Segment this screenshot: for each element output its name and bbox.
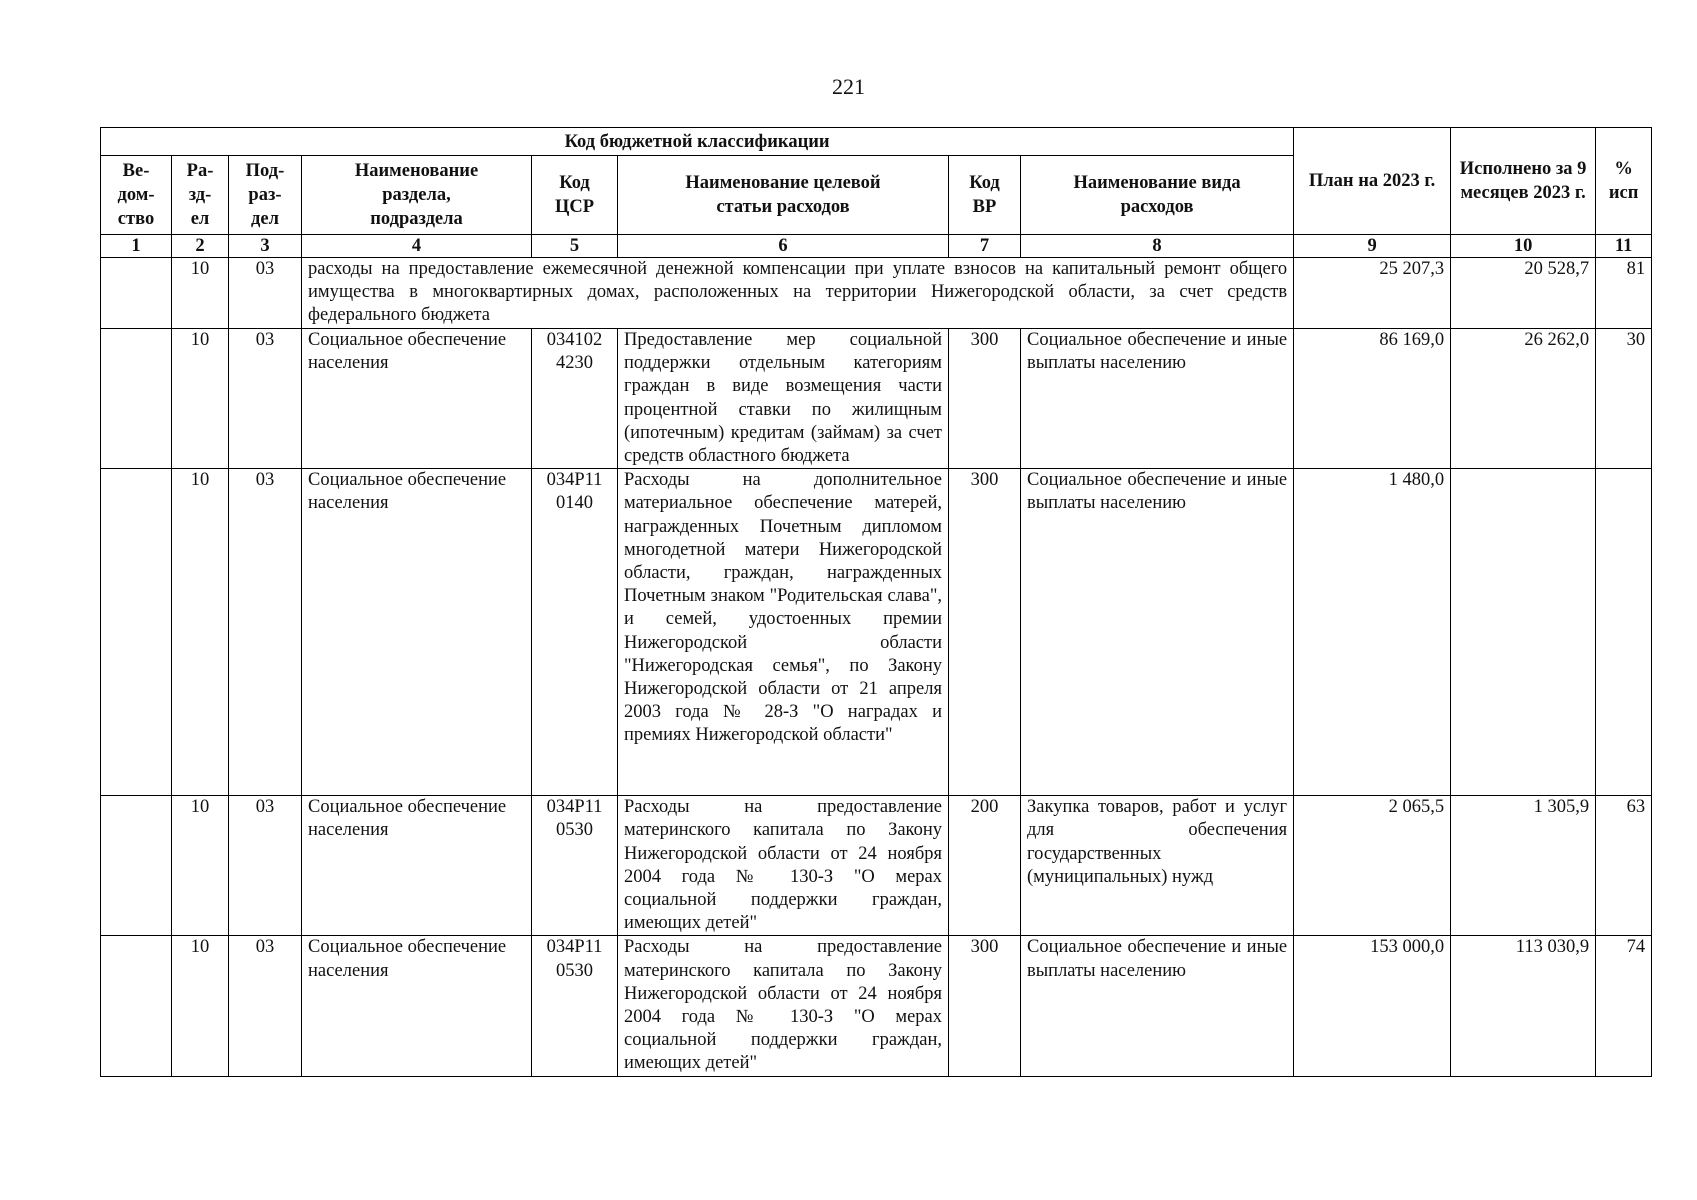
cell-razdel: 10 (172, 329, 229, 469)
cell-plan: 153 000,0 (1294, 936, 1451, 1076)
cell-razdel: 10 (172, 796, 229, 936)
cell-csr: 034Р11 0140 (532, 469, 618, 796)
table-row (101, 258, 1652, 329)
cell-podrazdel: 03 (229, 469, 302, 796)
column-number: 2 (172, 235, 229, 258)
cell-vedomstvo (101, 469, 172, 796)
header-vr: Код ВР (949, 156, 1021, 235)
column-number: 11 (1596, 235, 1652, 258)
cell-section-name: Социальное обеспечение населения (302, 936, 532, 1076)
header-podrazdel: Под- раз- дел (229, 156, 302, 235)
cell-podrazdel: 03 (229, 796, 302, 936)
page-number: 221 (832, 74, 865, 99)
cell-expense-type: Социальное обеспечение и иные выплаты населению (1021, 936, 1294, 1076)
cell-plan: 2 065,5 (1294, 796, 1451, 936)
cell-podrazdel: 03 (229, 329, 302, 469)
column-number: 7 (949, 235, 1021, 258)
cell-plan: 1 480,0 (1294, 469, 1451, 796)
cell-vedomstvo (101, 796, 172, 936)
cell-csr: 034Р11 0530 (532, 796, 618, 936)
header-vedomstvo: Ве- дом- ство (101, 156, 172, 235)
cell-vr: 200 (949, 796, 1021, 936)
cell-expense-type: Закупка товаров, работ и услуг для обеспечения государственных (муниципальных) нужд (1021, 796, 1294, 936)
header-row-top (101, 128, 1652, 156)
cell-percent: 63 (1596, 796, 1652, 936)
cell-section-name: Социальное обеспечение населения (302, 469, 532, 796)
cell-executed: 113 030,9 (1451, 936, 1596, 1076)
cell-merged-description: расходы на предоставление ежемесячной денежной компенсации при уплате взносов на капитальный ремонт общего имущества в многоквартирных домах, расположенных на территории Нижегородской области, за счет средств федерального бюджета (302, 258, 1294, 329)
cell-vedomstvo (101, 936, 172, 1076)
cell-target-name: Расходы на предоставление материнского капитала по Закону Нижегородской области от 24 ноября 2004 года № 130-З "О мерах социальной поддержки граждан, имеющих детей" (618, 796, 949, 936)
header-razdel: Ра- зд- ел (172, 156, 229, 235)
cell-vedomstvo (101, 258, 172, 329)
header-executed: Исполнено за 9 месяцев 2023 г. (1451, 128, 1596, 235)
cell-podrazdel: 03 (229, 258, 302, 329)
cell-vedomstvo (101, 329, 172, 469)
column-number-row (101, 235, 1652, 258)
table-row (101, 796, 1652, 936)
cell-percent: 81 (1596, 258, 1652, 329)
table-row (101, 329, 1652, 469)
header-percent: % исп (1596, 128, 1652, 235)
cell-target-name: Расходы на предоставление материнского капитала по Закону Нижегородской области от 24 ноября 2004 года № 130-З "О мерах социальной поддержки граждан, имеющих детей" (618, 936, 949, 1076)
cell-percent: 74 (1596, 936, 1652, 1076)
header-expense-type: Наименование вида расходов (1021, 156, 1294, 235)
cell-executed: 26 262,0 (1451, 329, 1596, 469)
cell-expense-type: Социальное обеспечение и иные выплаты населению (1021, 469, 1294, 796)
cell-plan: 86 169,0 (1294, 329, 1451, 469)
column-number: 4 (302, 235, 532, 258)
cell-vr: 300 (949, 936, 1021, 1076)
cell-csr: 034Р11 0530 (532, 936, 618, 1076)
column-number: 8 (1021, 235, 1294, 258)
cell-podrazdel: 03 (229, 936, 302, 1076)
cell-executed: 1 305,9 (1451, 796, 1596, 936)
column-number: 3 (229, 235, 302, 258)
column-number: 1 (101, 235, 172, 258)
column-number: 10 (1451, 235, 1596, 258)
budget-table (100, 127, 1652, 1077)
cell-razdel: 10 (172, 936, 229, 1076)
table-row (101, 936, 1652, 1076)
cell-section-name: Социальное обеспечение населения (302, 329, 532, 469)
cell-razdel: 10 (172, 469, 229, 796)
table-row (101, 469, 1652, 796)
cell-csr: 034102 4230 (532, 329, 618, 469)
cell-target-name: Расходы на дополнительное материальное обеспечение матерей, награжденных Почетным дипломом многодетной матери Нижегородской области, граждан, награжденных Почетным знаком "Родительская слава", и семей, удостоенных премии Нижегородской области "Нижегородская семья", по Закону Нижегородской области от 21 апреля 2003 года № 28-З "О наградах и премиях Нижегородской области" (618, 469, 949, 796)
cell-executed: 20 528,7 (1451, 258, 1596, 329)
header-target-name: Наименование целевой статьи расходов (618, 156, 949, 235)
header-budget-code: Код бюджетной классификации (101, 128, 1294, 156)
column-number: 9 (1294, 235, 1451, 258)
cell-percent: 30 (1596, 329, 1652, 469)
header-section-name: Наименование раздела, подраздела (302, 156, 532, 235)
cell-target-name: Предоставление мер социальной поддержки отдельным категориям граждан в виде возмещения части процентной ставки по жилищным (ипотечным) кредитам (займам) за счет средств областного бюджета (618, 329, 949, 469)
header-csr: Код ЦСР (532, 156, 618, 235)
cell-vr: 300 (949, 329, 1021, 469)
column-number: 5 (532, 235, 618, 258)
column-number: 6 (618, 235, 949, 258)
cell-expense-type: Социальное обеспечение и иные выплаты населению (1021, 329, 1294, 469)
cell-razdel: 10 (172, 258, 229, 329)
cell-executed (1451, 469, 1596, 796)
cell-vr: 300 (949, 469, 1021, 796)
cell-percent (1596, 469, 1652, 796)
cell-plan: 25 207,3 (1294, 258, 1451, 329)
cell-section-name: Социальное обеспечение населения (302, 796, 532, 936)
header-plan: План на 2023 г. (1294, 128, 1451, 235)
